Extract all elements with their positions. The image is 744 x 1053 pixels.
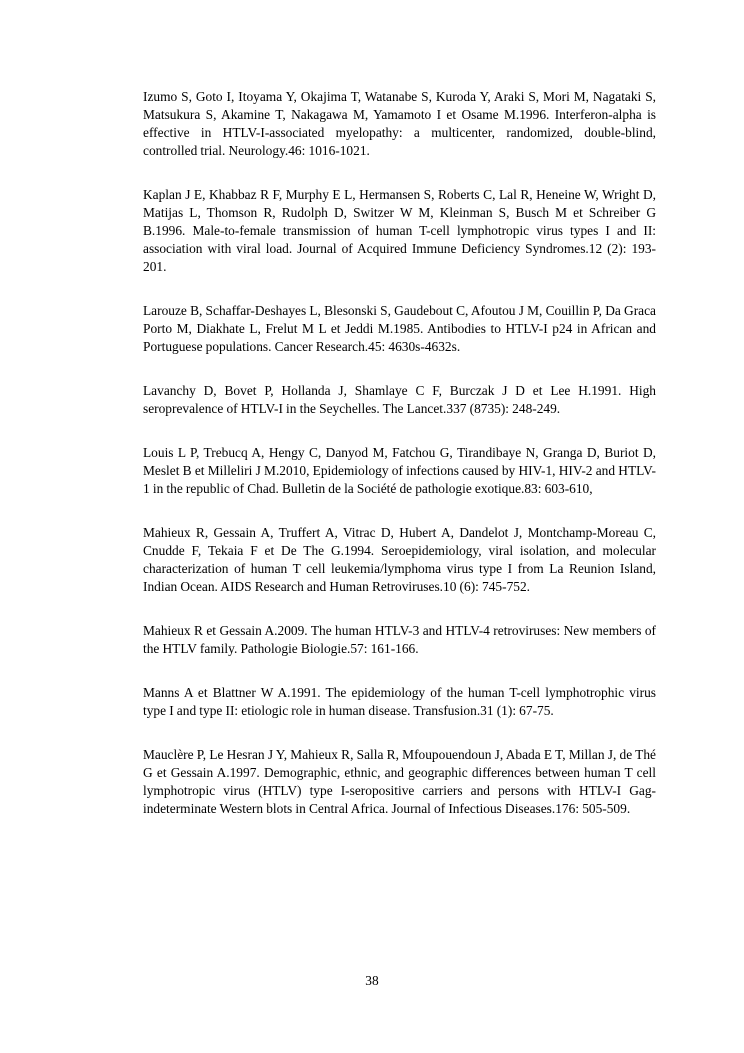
page-number: 38 [365,973,379,988]
reference-entry: Manns A et Blattner W A.1991. The epidemiology of the human T-cell lymphotrophic virus type I and type II: etiologic role in human disease. Transfusion.31 (1): 67-75. [143,685,656,718]
reference-entry: Mahieux R et Gessain A.2009. The human HTLV-3 and HTLV-4 retroviruses: New members of the HTLV family. Pathologie Biologie.57: 161-166. [143,623,656,656]
reference-list [143,88,656,844]
reference-entry: Izumo S, Goto I, Itoyama Y, Okajima T, Watanabe S, Kuroda Y, Araki S, Mori M, Nagataki S, Matsukura S, Akamine T, Nakagawa M, Yamamoto I et Osame M.1996. Interferon-alpha is effective in HTLV-I-associated myelopathy: a multicenter, randomized, double-blind, controlled trial. Neurology.46: 1016-1021. [143,89,656,158]
reference-entry: Mauclère P, Le Hesran J Y, Mahieux R, Salla R, Mfoupouendoun J, Abada E T, Millan J, de Thé G et Gessain A.1997. Demographic, ethnic, and geographic differences between human T cell lymphotropic virus (HTLV) type I-seropositive carriers and persons with HTLV-I Gag-indeterminate Western blots in Central Africa. Journal of Infectious Diseases.176: 505-509. [143,747,656,816]
reference-entry: Louis L P, Trebucq A, Hengy C, Danyod M, Fatchou G, Tirandibaye N, Granga D, Buriot D, Meslet B et Milleliri J M.2010, Epidemiology of infections caused by HIV-1, HIV-2 and HTLV-1 in the republic of Chad. Bulletin de la Société de pathologie exotique.83: 603-610, [143,445,656,496]
reference-entry: Lavanchy D, Bovet P, Hollanda J, Shamlaye C F, Burczak J D et Lee H.1991. High seroprevalence of HTLV-I in the Seychelles. The Lancet.337 (8735): 248-249. [143,383,656,416]
reference-entry: Mahieux R, Gessain A, Truffert A, Vitrac D, Hubert A, Dandelot J, Montchamp-Moreau C, Cnudde F, Tekaia F et De The G.1994. Seroepidemiology, viral isolation, and molecular characterization of human T cell leukemia/lymphoma virus type I from La Reunion Island, Indian Ocean. AIDS Research and Human Retroviruses.10 (6): 745-752. [143,525,656,594]
reference-entry: Kaplan J E, Khabbaz R F, Murphy E L, Hermansen S, Roberts C, Lal R, Heneine W, Wright D, Matijas L, Thomson R, Rudolph D, Switzer W M, Kleinman S, Busch M et Schreiber G B.1996. Male-to-female transmission of human T-cell lymphotropic virus types I and II: association with viral load. Journal of Acquired Immune Deficiency Syndromes.12 (2): 193-201. [143,187,656,274]
reference-entry: Larouze B, Schaffar-Deshayes L, Blesonski S, Gaudebout C, Afoutou J M, Couillin P, Da Graca Porto M, Diakhate L, Frelut M L et Jeddi M.1985. Antibodies to HTLV-I p24 in African and Portuguese populations. Cancer Research.45: 4630s-4632s. [143,303,656,354]
